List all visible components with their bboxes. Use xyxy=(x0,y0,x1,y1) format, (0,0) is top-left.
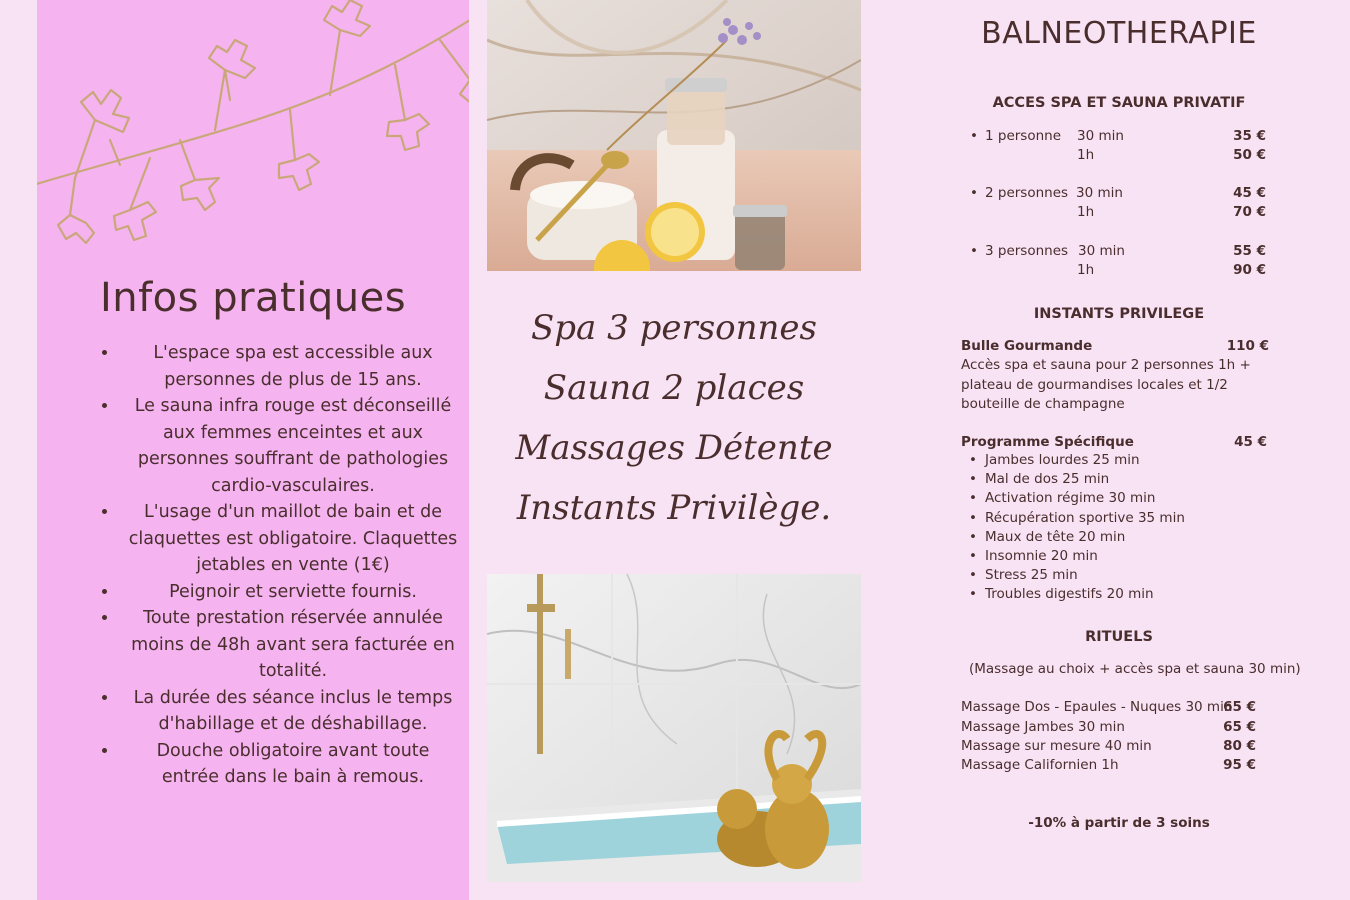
list-item: • La durée des séance inclus le temps d'habillage et de déshabillage. xyxy=(119,685,459,738)
duration: 1h xyxy=(1077,262,1095,278)
persons-label: • 2 personnes xyxy=(985,185,1068,201)
list-item: • Toute prestation réservée annulée moins de 48h avant sera facturée en totalité. xyxy=(119,605,459,685)
list-item: • Mal de dos 25 min xyxy=(985,470,1185,489)
programme-price: 45 € xyxy=(1234,434,1267,450)
programme-name: Programme Spécifique xyxy=(961,434,1134,450)
persons-label: • 3 personnes xyxy=(985,243,1068,259)
acces-heading: ACCES SPA ET SAUNA PRIVATIF xyxy=(992,95,1246,111)
infos-list xyxy=(97,340,459,791)
ritual-price: 65 € xyxy=(1223,699,1256,715)
list-item: • Troubles digestifs 20 min xyxy=(985,585,1185,604)
price: 35 € xyxy=(1233,128,1266,144)
floral-branch-decoration xyxy=(37,0,469,250)
ritual-price: 65 € xyxy=(1223,719,1256,735)
ritual-price: 80 € xyxy=(1223,738,1256,754)
programme-list xyxy=(985,451,1185,605)
duration: 1h xyxy=(1077,147,1095,163)
highlight-line: Massages Détente xyxy=(515,428,833,468)
price: 50 € xyxy=(1233,147,1266,163)
bulle-price: 110 € xyxy=(1226,338,1269,354)
rituels-heading: RITUELS xyxy=(1085,629,1153,645)
ritual-name: Massage Dos - Epaules - Nuques 30 min xyxy=(961,699,1233,715)
price: 55 € xyxy=(1233,243,1266,259)
ritual-price: 95 € xyxy=(1223,757,1256,773)
duration: 30 min xyxy=(1076,185,1123,201)
list-item: • Jambes lourdes 25 min xyxy=(985,451,1185,470)
list-item: • Stress 25 min xyxy=(985,566,1185,585)
duration: 30 min xyxy=(1078,243,1125,259)
ritual-name: Massage Jambes 30 min xyxy=(961,719,1125,735)
duration: 1h xyxy=(1077,204,1095,220)
persons-label: • 1 personne xyxy=(985,128,1061,144)
list-item: • L'espace spa est accessible aux personnes de plus de 15 ans. xyxy=(119,340,459,393)
bulle-name: Bulle Gourmande xyxy=(961,338,1093,354)
highlight-line: Sauna 2 places xyxy=(543,368,805,408)
list-item: • Peignoir et serviette fournis. xyxy=(119,579,459,606)
highlight-line: Instants Privilège. xyxy=(516,488,832,528)
list-item: • Insomnie 20 min xyxy=(985,547,1185,566)
list-item: • Récupération sportive 35 min xyxy=(985,509,1185,528)
list-item: • L'usage d'un maillot de bain et de claquettes est obligatoire. Claquettes jetables en vente (1€) xyxy=(119,499,459,579)
price: 90 € xyxy=(1233,262,1266,278)
list-item: • Douche obligatoire avant toute entrée dans le bain à remous. xyxy=(119,738,459,791)
infos-panel xyxy=(37,0,469,900)
price: 45 € xyxy=(1233,185,1266,201)
highlights-text xyxy=(487,298,861,538)
discount-note: -10% à partir de 3 soins xyxy=(1028,815,1210,831)
price: 70 € xyxy=(1233,204,1266,220)
infos-title: Infos pratiques xyxy=(99,275,407,321)
duration: 30 min xyxy=(1077,128,1124,144)
ritual-name: Massage sur mesure 40 min xyxy=(961,738,1152,754)
spa-products-photo xyxy=(487,0,861,271)
list-item: • Activation régime 30 min xyxy=(985,489,1185,508)
rituels-note: (Massage au choix + accès spa et sauna 30 min) xyxy=(969,661,1301,677)
ritual-name: Massage Californien 1h xyxy=(961,757,1119,773)
bulle-description: Accès spa et sauna pour 2 personnes 1h + plateau de gourmandises locales et 1/2 bouteille de champagne xyxy=(961,357,1251,412)
instants-heading: INSTANTS PRIVILEGE xyxy=(1033,306,1205,322)
page-title: BALNEOTHERAPIE xyxy=(981,16,1257,51)
list-item: • Maux de tête 20 min xyxy=(985,528,1185,547)
list-item: • Le sauna infra rouge est déconseillé aux femmes enceintes et aux personnes souffrant de pathologies cardio-vasculaires. xyxy=(119,393,459,499)
highlight-line: Spa 3 personnes xyxy=(531,308,817,348)
jacuzzi-photo xyxy=(487,574,861,882)
